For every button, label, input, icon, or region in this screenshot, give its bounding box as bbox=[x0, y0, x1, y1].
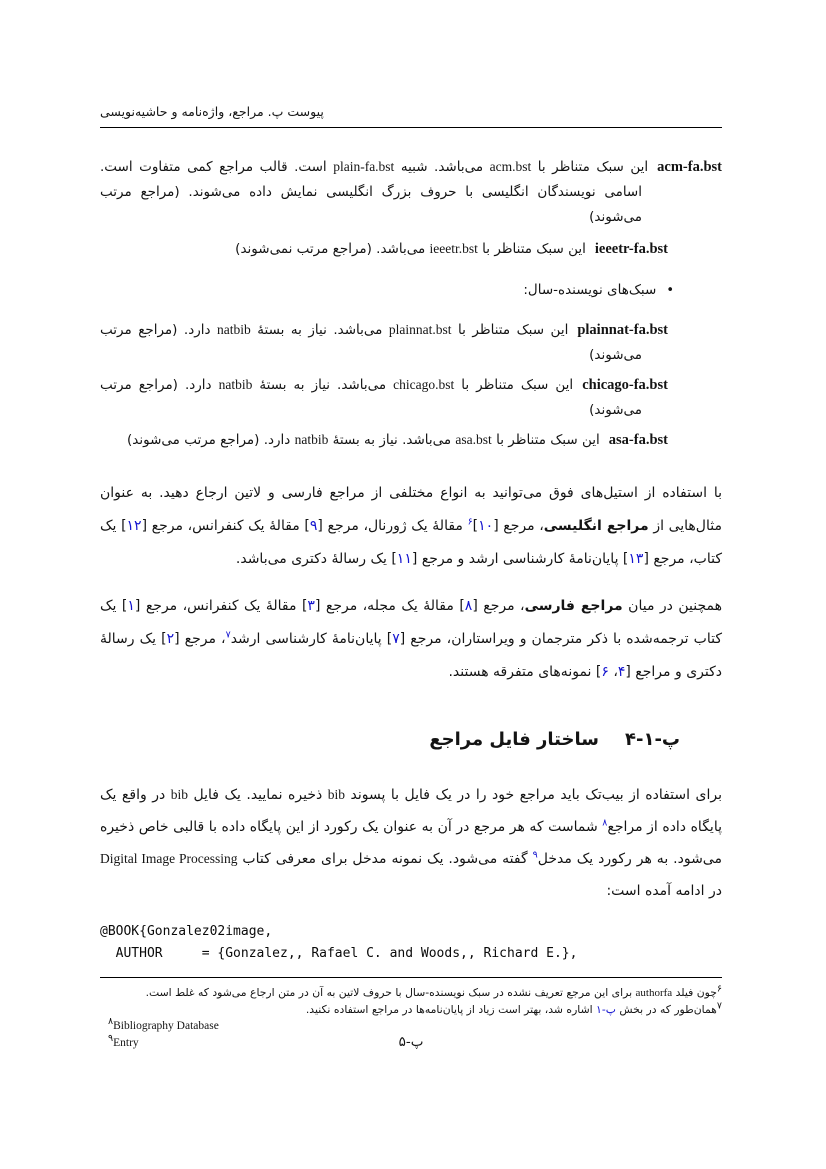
footnote-marker-link[interactable]: ۸ bbox=[602, 817, 608, 829]
paragraph-english-references: با استفاده از استیل‌های فوق می‌توانید به انواع مختلفی از مراجع فارسی و لاتین ارجاع دهید. به عنوان مثال‌هایی از مراجع انگلیسی، مرجع [۱۰]$^۶$ مقالهٔ یک ژورنال، مرجع [۹] مقالهٔ یک کنفرانس، مرجع [۱۲] یک کتاب، مرجع [۱۳] پایان‌نامهٔ کارشناسی ارشد و مرجع [۱۱] یک رسالهٔ دکتری می‌باشد. bbox=[100, 485, 722, 567]
section-number: پ-۱-۴ bbox=[624, 729, 680, 750]
bst-label-asa: asa-fa.bst bbox=[608, 432, 668, 448]
footnote-marker: ۷ bbox=[716, 999, 722, 1011]
footnote-marker-link[interactable]: ۶ bbox=[467, 516, 473, 528]
bst-desc-asa: این سبک متناظر با asa.bst می‌باشد. نیاز به بستهٔ natbib دارد. (مراجع مرتب می‌شوند) bbox=[127, 432, 600, 448]
section-heading bbox=[100, 725, 680, 755]
citation-link[interactable]: ۳ bbox=[307, 598, 315, 614]
citation-link[interactable]: ۱۰ bbox=[478, 518, 494, 534]
bst-label-ieeetr: ieeetr-fa.bst bbox=[594, 241, 668, 257]
footnote-8-text: Bibliography Database bbox=[113, 1020, 219, 1032]
citation-link[interactable]: ۹ bbox=[309, 518, 318, 534]
bst-label-plainnat: plainnat-fa.bst bbox=[577, 322, 668, 338]
bst-label-chicago: chicago-fa.bst bbox=[582, 377, 668, 393]
footnote-9-marker: ۹ bbox=[108, 1034, 114, 1045]
citation-link[interactable]: ۸ bbox=[464, 598, 473, 614]
footnote-6: $^۶$چون فیلد authorfa برای این مرجع تعریف نشده در سبک نویسنده-سال با حروف لاتین به آن در متن ارجاع می‌شود که غلط است. bbox=[145, 983, 722, 999]
citation-link[interactable]: ۷ bbox=[392, 631, 400, 647]
bibtex-code-block bbox=[100, 921, 722, 965]
bullet-item-author-year-styles bbox=[100, 278, 722, 303]
bst-desc-acm: این سبک متناظر با acm.bst می‌باشد. شبیه plain-fa.bst است. قالب مراجع کمی متفاوت است. اسامی نویسندگان انگلیسی با حروف بزرگ انگلیسی نمایش داده می‌شوند. (مراجع مرتب می‌شوند) bbox=[100, 159, 649, 225]
citation-link[interactable]: ۱۳ bbox=[628, 551, 644, 567]
style-item-asa-fa bbox=[100, 427, 722, 453]
style-item-ieeetr-fa bbox=[100, 236, 722, 262]
footnote-9-text: Entry bbox=[113, 1037, 139, 1049]
style-item-acm-fa bbox=[100, 154, 722, 230]
footnote-marker-link[interactable]: ۹ bbox=[532, 849, 538, 861]
citation-link[interactable]: ۱۲ bbox=[126, 518, 142, 534]
paragraph-bib-file: برای استفاده از بیب‌تک باید مراجع خود را در یک فایل با پسوند bib ذخیره نمایید. یک فایل bib در واقع یک پایگاه داده از مراجع$^۸$ شماست که هر مرجع در آن به عنوان یک رکورد از این پایگاه داده با قالبی خاص ذخیره می‌شود. به هر رکورد یک مدخل$^۹$ گفته می‌شود. یک نمونه مدخل برای معرفی کتاب Digital Image Processing در ادامه آمده است: bbox=[100, 787, 722, 899]
page-number: پ-۵ bbox=[398, 1034, 424, 1050]
code-line-2: AUTHOR = {Gonzalez,, Rafael C. and Woods,, Richard E.}, bbox=[100, 946, 578, 961]
citation-link[interactable]: ۱۱ bbox=[396, 551, 412, 567]
bst-desc-plainnat: این سبک متناظر با plainnat.bst می‌باشد. نیاز به بستهٔ natbib دارد. (مراجع مرتب می‌شوند) bbox=[100, 322, 642, 363]
footnote-8 bbox=[108, 1018, 722, 1035]
running-header: پیوست پ. مراجع، واژه‌نامه و حاشیه‌نویسی bbox=[100, 104, 722, 128]
section-title: ساختار فایل مراجع bbox=[429, 729, 599, 750]
citation-link[interactable]: پ-۱ bbox=[596, 1002, 616, 1016]
style-item-plainnat-fa bbox=[100, 317, 722, 368]
bst-desc-ieeetr: این سبک متناظر با ieeetr.bst می‌باشد. (مراجع مرتب نمی‌شوند) bbox=[235, 241, 586, 257]
footnote-7: $^۷$همان‌طور که در بخش پ-۱ اشاره شد، بهتر است زیاد از پایان‌نامه‌ها در مراجع استفاده نکنید. bbox=[305, 999, 722, 1016]
paragraph-persian-references: همچنین در میان مراجع فارسی، مرجع [۸] مقالهٔ یک مجله، مرجع [۳] مقالهٔ یک کنفرانس، مرجع [۱] یک کتاب ترجمه‌شده با ذکر مترجمان و ویراستاران، مرجع [۷] پایان‌نامهٔ کارشناسی ارشد$^۷$، مرجع [۲] یک رسالهٔ دکتری و مراجع [۴، ۶] نمونه‌های متفرقه هستند. bbox=[100, 598, 722, 680]
bst-label-acm: acm-fa.bst bbox=[657, 159, 722, 175]
footnote-marker: ۶ bbox=[716, 983, 722, 995]
bullet-icon: • bbox=[666, 283, 674, 298]
citation-link[interactable]: ۱ bbox=[127, 598, 135, 614]
bst-desc-chicago: این سبک متناظر با chicago.bst می‌باشد. نیاز به بستهٔ natbib دارد. (مراجع مرتب می‌شوند) bbox=[100, 377, 642, 418]
bullet-item-label: سبک‌های نویسنده-سال: bbox=[523, 282, 657, 298]
citation-link[interactable]: ۴ bbox=[617, 664, 626, 680]
footnote-8-marker: ۸ bbox=[108, 1017, 114, 1028]
citation-link[interactable]: ۲ bbox=[166, 631, 175, 647]
text-column bbox=[100, 104, 722, 1052]
code-line-1: @BOOK{Gonzalez02image, bbox=[100, 924, 273, 939]
footnote-marker-link[interactable]: ۷ bbox=[225, 629, 231, 641]
style-item-chicago-fa bbox=[100, 372, 722, 423]
citation-link[interactable]: ۶ bbox=[601, 664, 609, 680]
